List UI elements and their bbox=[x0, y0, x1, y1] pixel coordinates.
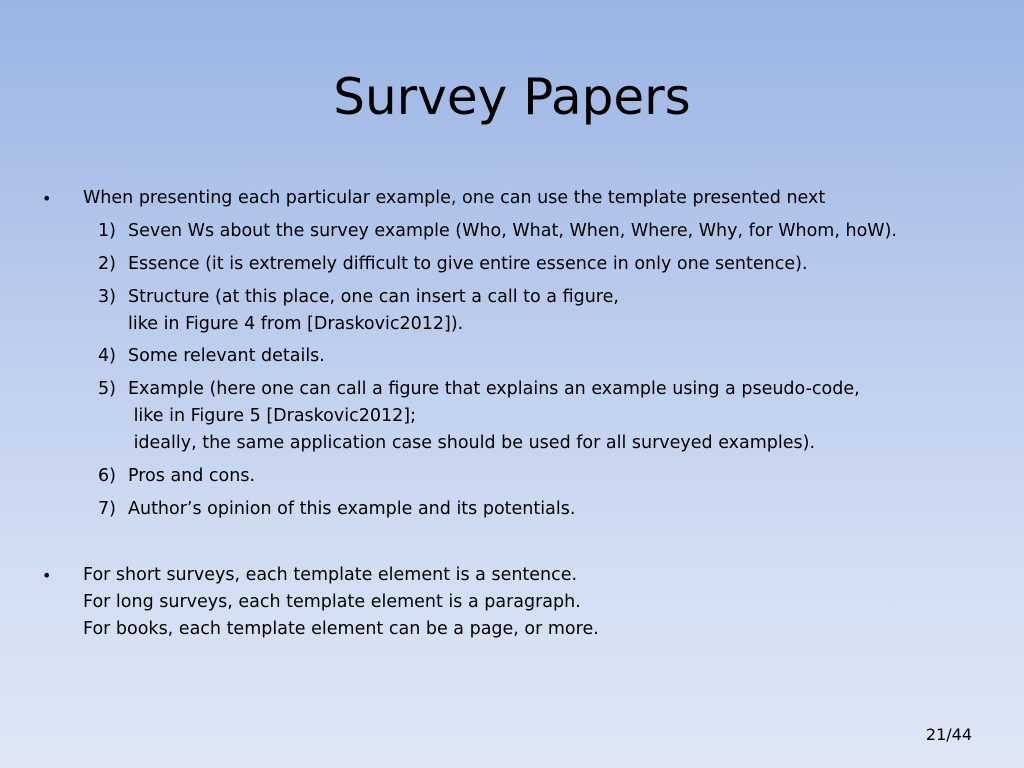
list-item-number: 4) bbox=[98, 346, 116, 366]
list-item-text: Essence (it is extremely difficult to give entire essence in only one sentence). bbox=[128, 254, 808, 274]
list-item-text: Seven Ws about the survey example (Who, What, When, Where, Why, for Whom, hoW). bbox=[128, 221, 897, 241]
page-number: 21/44 bbox=[925, 725, 972, 744]
list-item-number: 3) bbox=[98, 287, 116, 307]
list-item-text-continued: ideally, the same application case should be used for all surveyed examples). bbox=[128, 433, 816, 453]
bullet-2-line: For long surveys, each template element is a paragraph. bbox=[83, 592, 581, 612]
list-item-number: 1) bbox=[98, 221, 116, 241]
list-item-text-continued: like in Figure 4 from [Draskovic2012]). bbox=[128, 314, 464, 334]
bullet-marker: • bbox=[42, 566, 52, 585]
list-item-number: 7) bbox=[98, 499, 116, 519]
bullet-2-line: For books, each template element can be a page, or more. bbox=[83, 619, 599, 639]
slide-title: Survey Papers bbox=[333, 68, 691, 126]
bullet-marker: • bbox=[42, 189, 52, 208]
bullet-1-text: When presenting each particular example, one can use the template presented next bbox=[83, 188, 826, 208]
list-item-text: Author’s opinion of this example and its potentials. bbox=[128, 499, 576, 519]
list-item-text-continued: like in Figure 5 [Draskovic2012]; bbox=[128, 406, 416, 426]
list-item-number: 5) bbox=[98, 379, 116, 399]
bullet-2-line: For short surveys, each template element is a sentence. bbox=[83, 565, 578, 585]
list-item-number: 6) bbox=[98, 466, 116, 486]
list-item-text: Some relevant details. bbox=[128, 346, 325, 366]
list-item-text: Structure (at this place, one can insert a call to a figure, bbox=[128, 287, 619, 307]
list-item-text: Example (here one can call a figure that explains an example using a pseudo-code, bbox=[128, 379, 860, 399]
list-item-text: Pros and cons. bbox=[128, 466, 256, 486]
list-item-number: 2) bbox=[98, 254, 116, 274]
